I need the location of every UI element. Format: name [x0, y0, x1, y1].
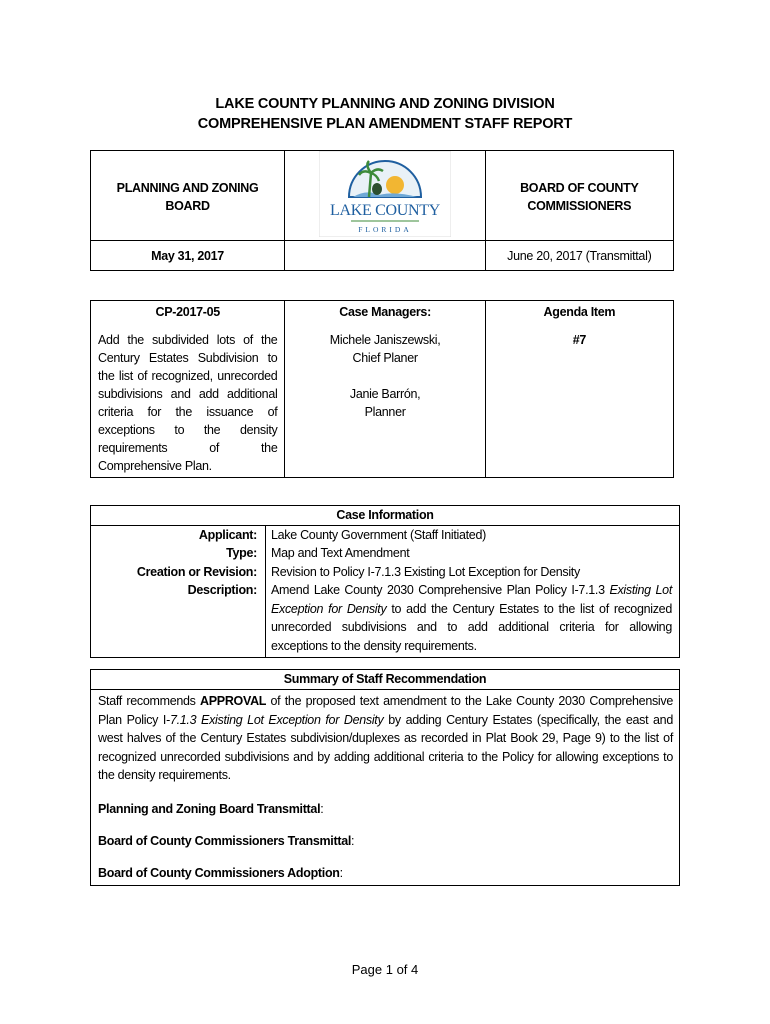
staff-recommendation-box [90, 669, 680, 886]
summary-text-2: of the proposed text amendment to the Lake County 2030 Comprehensive Plan Policy I- [98, 694, 673, 727]
summary-policy-name: 7.1.3 Existing Lot Exception for Density [169, 712, 384, 727]
lake-county-logo [319, 151, 451, 237]
summary-text [91, 690, 679, 785]
date-spacer-cell [285, 241, 486, 271]
logo-subtext: FLORIDA [358, 225, 412, 234]
summary-text-3: by adding Century Estates (specifically, the east and west halves of the Century Estates subdivision/duplexes as recorded in Plat Book 29, Page 9) to the list of recognized unrecorded subdivisions and by adding additional criteria to the Policy for allowing exceptions to the density requirements. [98, 712, 673, 782]
manager-1 [285, 331, 484, 367]
pzb-transmittal-line [91, 802, 679, 816]
pzb-header-cell [91, 151, 285, 241]
bcc-transmittal-colon: : [351, 833, 355, 848]
bcc-adoption-colon: : [339, 865, 343, 880]
case-id-cell [91, 301, 285, 478]
case-information-table [90, 505, 680, 658]
pzb-transmittal-label: Planning and Zoning Board Transmittal [98, 801, 321, 816]
revision-label: Creation or Revision: [91, 563, 266, 582]
bcc-transmittal-line [91, 834, 679, 848]
applicant-value: Lake County Government (Staff Initiated) [266, 525, 680, 544]
agenda-value: #7 [572, 333, 587, 347]
bcc-transmittal-label: Board of County Commissioners Transmittal [98, 833, 352, 848]
type-value: Map and Text Amendment [266, 544, 680, 563]
summary-text-1: Staff recommends [98, 694, 201, 708]
summary-approval: APPROVAL [200, 694, 267, 708]
bcc-title-line-2: COMMISSIONERS [527, 199, 632, 213]
manager-1-title: Chief Planer [352, 351, 418, 365]
manager-2-title: Planner [364, 405, 406, 419]
applicant-label: Applicant: [91, 525, 266, 544]
manager-2 [285, 385, 484, 421]
description-value [266, 581, 680, 658]
title-line-1: LAKE COUNTY PLANNING AND ZONING DIVISION [215, 96, 555, 112]
type-label: Type: [91, 544, 266, 563]
revision-value: Revision to Policy I-7.1.3 Existing Lot Exception for Density [266, 563, 680, 582]
bcc-adoption-line [91, 866, 679, 880]
case-managers-cell [285, 301, 485, 478]
agenda-cell [485, 301, 673, 478]
bcc-title-line-1: BOARD OF COUNTY [520, 181, 639, 195]
header-table [90, 150, 674, 271]
description-text-1: Amend Lake County 2030 Comprehensive Plan Policy I-7.1.3 [271, 583, 610, 597]
logo-text: LAKE COUNTY [329, 202, 440, 219]
bcc-header-cell [485, 151, 673, 241]
bcc-date: June 20, 2017 (Transmittal) [485, 241, 673, 271]
title-line-2: COMPREHENSIVE PLAN AMENDMENT STAFF REPORT [197, 116, 573, 132]
description-label: Description: [91, 581, 266, 658]
manager-2-name: Janie Barrón, [349, 387, 421, 401]
pzb-date: May 31, 2017 [91, 241, 285, 271]
description-text-2: to add the Century Estates to the list of recognized unrecorded subdivisions and to add additional criteria for allowing exceptions to the density requirements. [271, 601, 672, 653]
pzb-title-line-2: BOARD [165, 199, 210, 213]
manager-1-name: Michele Janiszewski, [329, 333, 441, 347]
document-title [0, 94, 770, 134]
case-summary: Add the subdivided lots of the Century Estates Subdivision to the list of recognized, unrecorded subdivisions and add additional criteria for the issuance of exceptions to the density requirements of the Comprehensive Plan. [98, 333, 278, 473]
agenda-label: Agenda Item [543, 305, 616, 319]
case-table [90, 300, 674, 478]
page-number: Page 1 of 4 [351, 962, 419, 977]
case-information-heading: Case Information [91, 506, 680, 526]
bcc-adoption-label: Board of County Commissioners Adoption [98, 865, 340, 880]
description-policy-name: Existing Lot Exception for Density [271, 583, 672, 616]
pzb-transmittal-colon: : [320, 801, 324, 816]
case-id: CP-2017-05 [155, 305, 220, 319]
case-managers-label: Case Managers: [339, 305, 431, 319]
logo-cell [285, 151, 486, 241]
pzb-title-line-1: PLANNING AND ZONING [116, 181, 259, 195]
summary-heading: Summary of Staff Recommendation [91, 670, 679, 690]
